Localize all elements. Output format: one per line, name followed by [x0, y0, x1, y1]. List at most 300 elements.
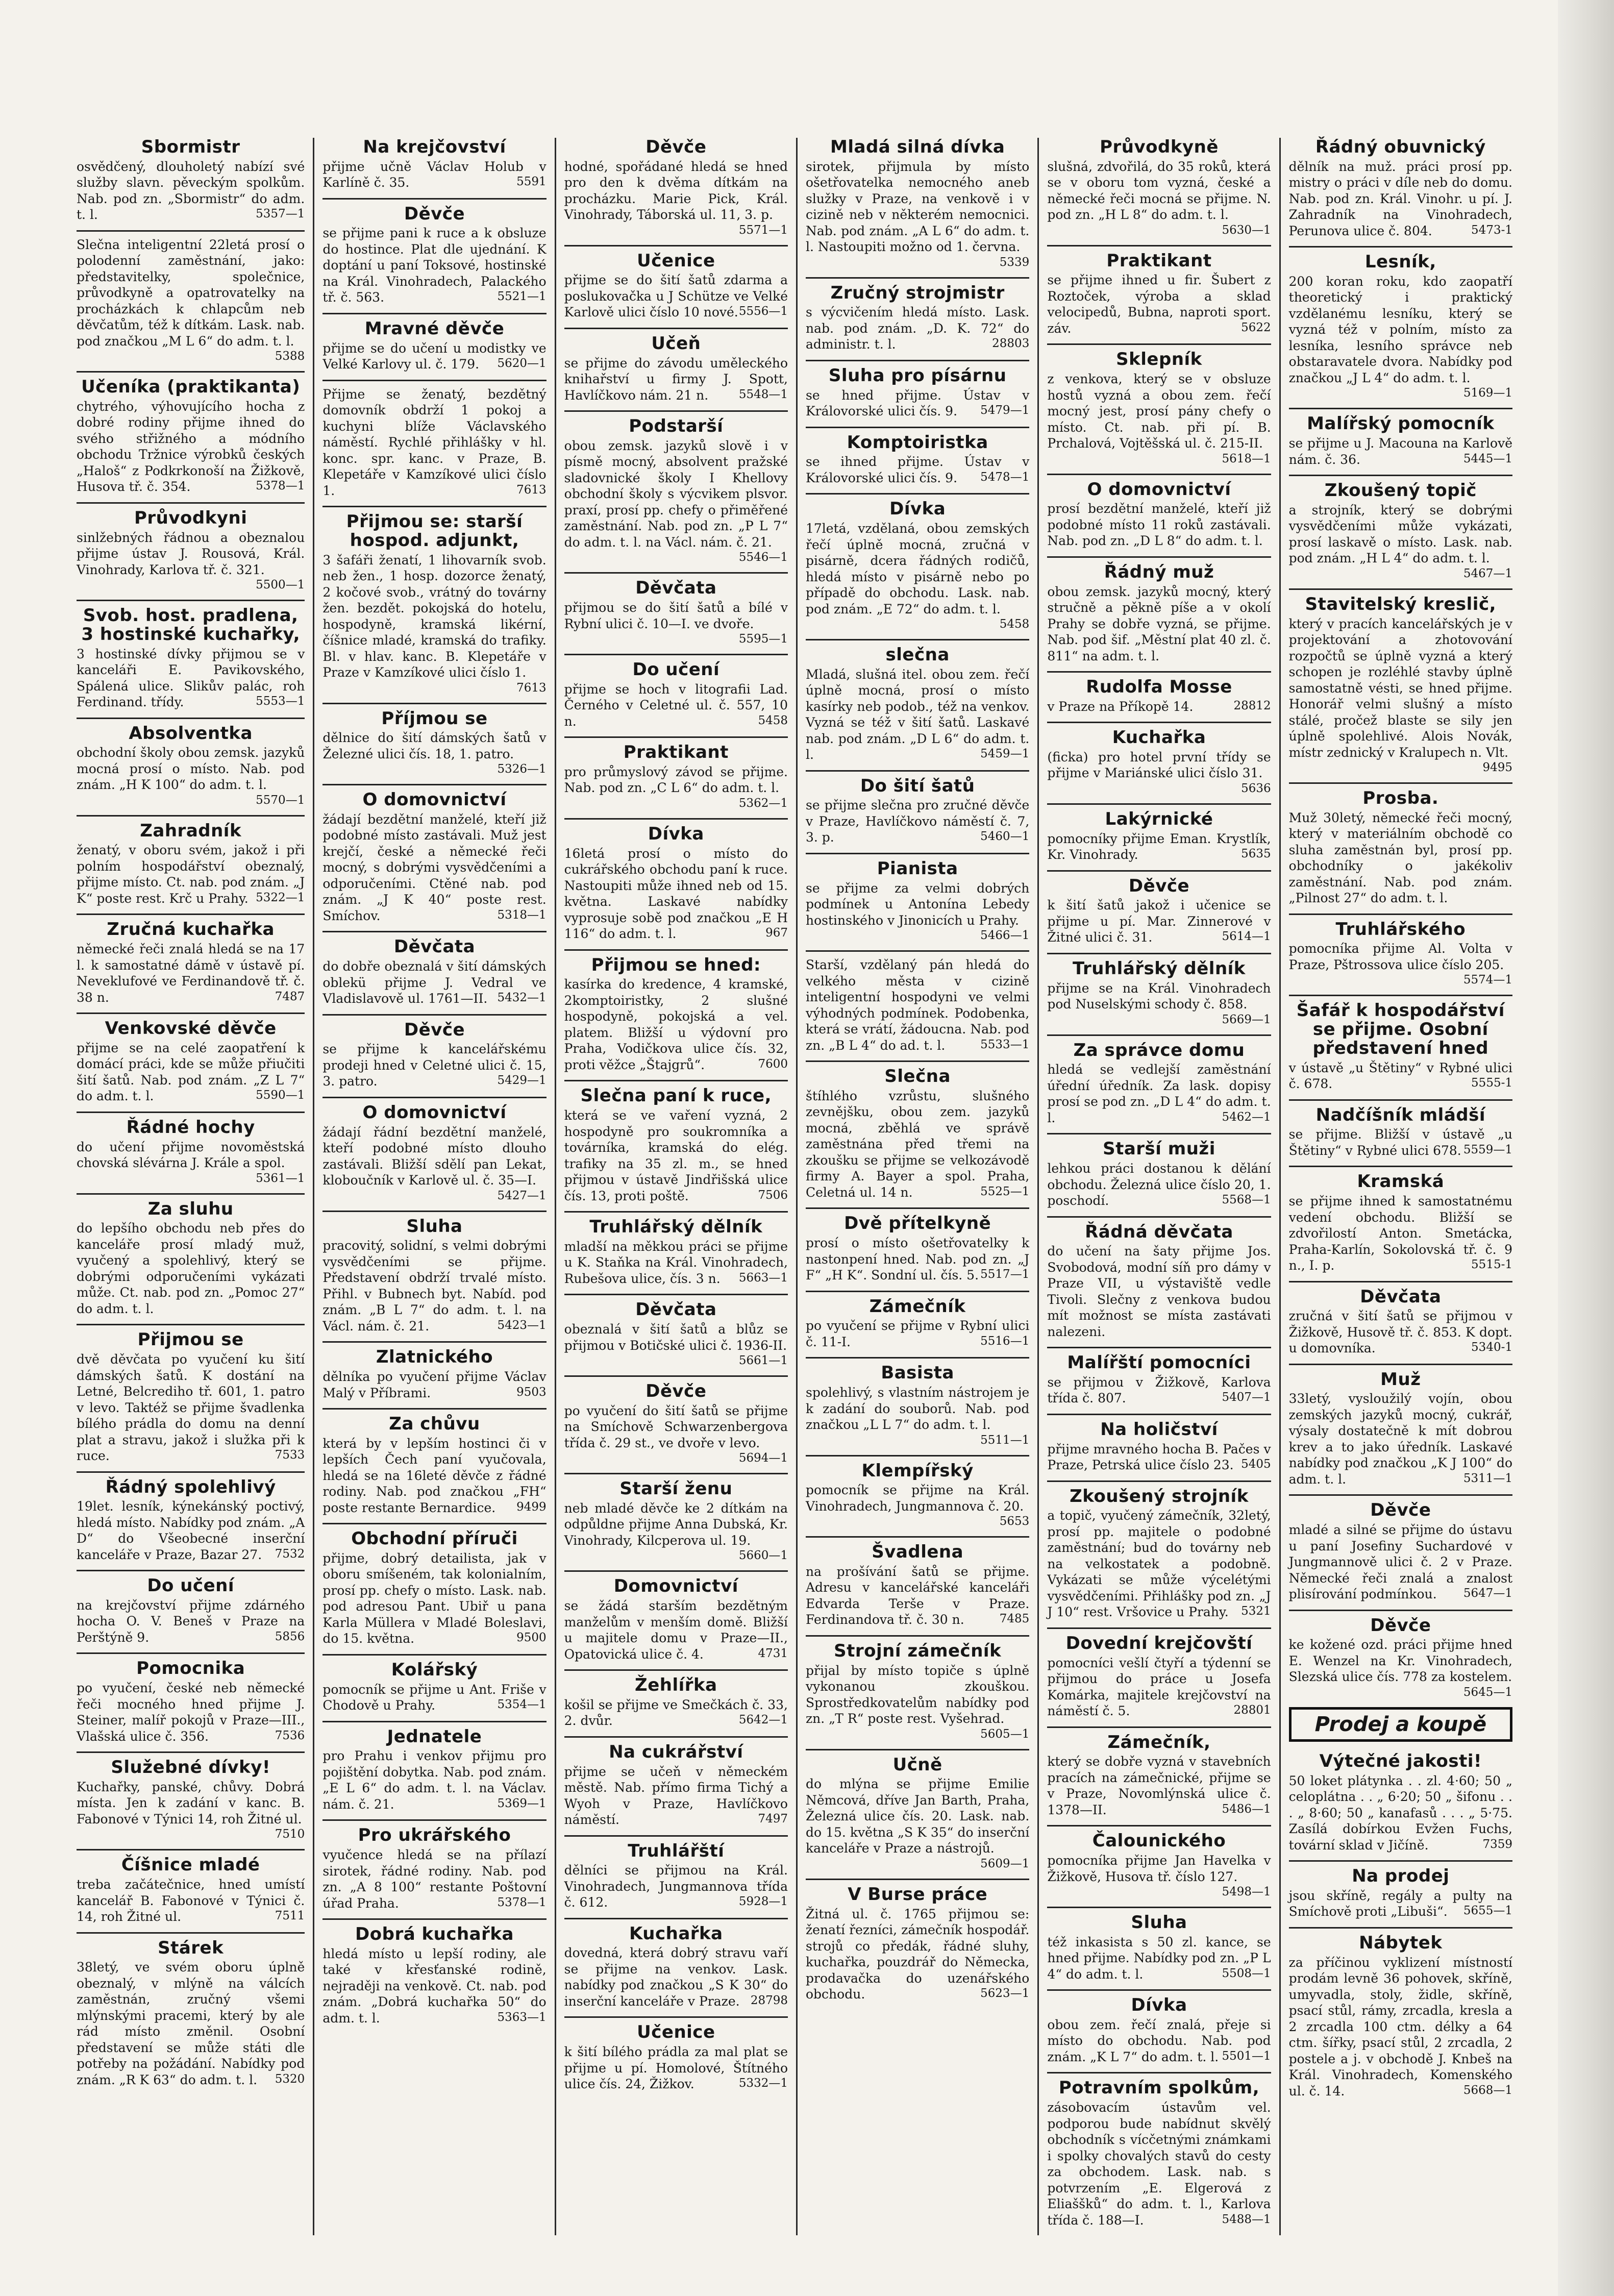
ad-text: 19let. lesník, kýnekánský poctivý, hledá místo. Nabídky pod znám. „A D“ do Všeobecné inserční kanceláře v Praze, Bazar 27. [77, 1499, 305, 1562]
ad-text: do mlýna se přijme Emilie Němcová, dříve Jan Barth, Praha, Železná ulice čís. 20. Lask. nab. do 15. května „S K 35“ do inserční kanceláře v Praze a nástrojů. [806, 1776, 1030, 1856]
ad-body [1047, 272, 1271, 336]
ad-body [806, 1564, 1029, 1628]
ad-text: přijme se hoch v litografii Lad. Černého v Celetné ul. č. 557, 10 n. [564, 681, 788, 729]
ad-reference-number: 5571—1 [738, 223, 788, 237]
ad-title: Děvče [645, 1380, 707, 1401]
ad-body [806, 1776, 1029, 1871]
ad-title: Pro ukrářského [358, 1825, 511, 1846]
ad-text: 3 šafáři ženatí, 1 lihovarník svob. neb žen., 1 hosp. dozorce ženatý, 2 kočové svob., vrátný do továrny žen. bezdět. pokojská do hotelu, hospodyně, kramská likérní, číšnice mladé, kramská do trafiky. Bl. v hlav. kanc. B. Klepetáře v Praze v Kamzíkové ulici číslo 1. [322, 552, 547, 680]
ad-reference-number: 7536 [275, 1729, 305, 1742]
ad-title: Řádné hochy [126, 1117, 255, 1138]
ad-reference-number: 5556—1 [738, 305, 788, 318]
ad-body [564, 1107, 788, 1204]
classified-ad [322, 1819, 546, 1911]
ad-body [564, 438, 788, 565]
ad-reference-number: 5517—1 [980, 1268, 1030, 1281]
ad-body [806, 1318, 1029, 1350]
classified-ad [806, 138, 1029, 270]
ad-text: Přijme se ženatý, bezdětný domovník obdrží 1 pokoj a kuchyni blíže Václavského náměstí. Rychlé přihlášky v hl. konc. spr. kanc. v Praze, B. Klepetáře v Kamzíkové ulici číslo 1. [322, 386, 547, 498]
ad-reference-number: 5332—1 [738, 2077, 788, 2090]
ad-body [322, 1550, 546, 1647]
ad-body [1047, 2017, 1271, 2065]
classified-ad [806, 770, 1029, 846]
ad-reference-number: 5669—1 [1222, 1013, 1271, 1026]
ad-text: štíhlého vzrůstu, slušného zevnějšku, obou zem. jazyků mocná, zběhlá ve správě zaměstnána před třemi na zkoušku se přijme se velkozávodě firmy A. Bayer a spol. Praha, Celetná ul. 14 n. [806, 1088, 1030, 1200]
ad-text: sinlžebných řádnou a obeznalou přijme ústav J. Rousová, Král. Vinohrady, Karlova tř. č. 321. [77, 530, 305, 577]
ad-title: Praktikant [1106, 250, 1212, 271]
ad-reference-number: 5568—1 [1222, 1193, 1271, 1206]
ad-reference-number: 5661—1 [738, 1354, 788, 1367]
ad-title: Klempířský [861, 1460, 974, 1481]
ad-text: mladší na měkkou práci se přijme u K. Staňka na Král. Vinohradech, Rubešova ulice, čís. 3 n. [564, 1239, 788, 1286]
classified-ad [564, 1570, 788, 1662]
ad-text: přijme, dobrý detailista, jak v oboru smíšeném, tak kolonialním, prosí pp. chefy o místo. Lask. nab. pod adresou Pant. Ubiř u pana Karla Müllera v Mladé Boleslavi, do 15. května. [322, 1550, 547, 1646]
ad-title: Dovední krejčovští [1065, 1633, 1253, 1653]
ad-reference-number: 9500 [516, 1631, 547, 1645]
ad-title: Děvčata [635, 1299, 717, 1320]
classified-ad [77, 1112, 305, 1186]
classified-ad [806, 1455, 1029, 1529]
ad-reference-number: 5630—1 [1222, 223, 1271, 237]
ad-title: Učně [892, 1754, 942, 1775]
ad-title: Zkoušený strojník [1070, 1486, 1249, 1507]
ad-body [806, 454, 1029, 486]
classified-ad [564, 1375, 788, 1466]
ad-text: pomocníky přijme Eman. Krystlík, Kr. Vinohrady. [1047, 831, 1271, 862]
ad-body [1289, 1955, 1512, 2100]
ad-body [564, 846, 788, 942]
classified-ad [77, 815, 305, 907]
ad-body [1289, 941, 1512, 987]
classified-ad [806, 1536, 1029, 1628]
ad-text: Starší, vzdělaný pán hledá do velkého města v cizině inteligentní hospodyni ve velmi výhodných podmínek. Podobenka, která se vrátí, žádoucna. Nab. pod zn. „B L 4“ do ad. t. l. [806, 957, 1030, 1053]
classified-ad [77, 1193, 305, 1317]
ad-body [1047, 699, 1271, 715]
ad-body [806, 1482, 1029, 1529]
ad-title: Učeníka (praktikanta) [81, 377, 301, 398]
classified-ad [564, 572, 788, 647]
ad-text: po vyučení, české neb německé řeči mocného hned přijme J. Steiner, malíř pokojů v Praze—III., Vlašská ulice č. 356. [77, 1681, 305, 1744]
ad-title: Žehlířka [635, 1675, 717, 1696]
ad-body [1047, 584, 1271, 664]
classified-ad [806, 853, 1029, 943]
ad-title: Truhlářského [1335, 919, 1466, 940]
ad-reference-number: 5622 [1241, 320, 1271, 334]
ad-body [1047, 1754, 1271, 1818]
ad-reference-number: 5559—1 [1463, 1143, 1512, 1156]
classified-ad [1047, 722, 1271, 796]
ad-text: neb mladé děvče ke 2 dítkám na odpůldne přijme Anna Dubská, Kr. Vinohrady, Kilcperova ul. 19. [564, 1500, 788, 1548]
ad-body [1289, 1522, 1512, 1602]
ad-title: Mladá silná dívka [830, 137, 1005, 157]
ad-body [564, 1500, 788, 1563]
ad-text: a topič, vyučený zámečník, 32letý, prosí pp. majitele o podobné zaměstnání; bud do továrny neb na velkostatek a podobně. Vykázati se může výcelétými vysvědčeními. Přihlášky pod zn. „J J 10“ rest. Vršovice u Prahy. [1047, 1508, 1271, 1620]
classified-ad [1047, 556, 1271, 664]
ad-reference-number: 5508—1 [1222, 1966, 1271, 1980]
classified-ad [1289, 782, 1512, 906]
ad-reference-number: 5574—1 [1463, 973, 1512, 987]
classified-ad [77, 1652, 305, 1744]
ad-text: se přijme ihned k samostatnému vedení obchodu. Bližší se zdvořilostí Anton. Smetácka, Praha-Karlín, Sokolovská tř. č. 9 n., I. p. [1288, 1194, 1512, 1273]
ad-reference-number: 7613 [516, 483, 547, 497]
classified-ad [564, 818, 788, 942]
ad-text: pro Prahu i venkov přijmu pro pojištění dobytka. Nab. pod znám. „E L 6“ do adm. t. l. na Václav. nám. č. 21. [322, 1748, 547, 1812]
ad-title: Starší muži [1103, 1139, 1215, 1159]
ad-reference-number: 5405 [1241, 1458, 1271, 1471]
ad-text: se přijme do závodu uměleckého knihařství u firmy J. Spott, Havlíčkovo nám. 21 n. [564, 355, 788, 403]
ad-reference-number: 5486—1 [1222, 1802, 1271, 1816]
ad-body [806, 304, 1029, 353]
ad-title: Truhlářští [628, 1840, 725, 1861]
ad-reference-number: 5635 [1241, 847, 1271, 861]
ad-title: Příjmou se [381, 708, 488, 729]
ad-title: Mravné děvče [364, 318, 505, 339]
ad-title: Lesník, [1364, 252, 1436, 273]
ad-text: se přijme. Bližší v ústavě „u Štětiny“ v Rybné ulici 678. [1288, 1127, 1512, 1158]
classified-ad [564, 1294, 788, 1368]
ad-reference-number: 5645—1 [1463, 1685, 1512, 1699]
ad-body [77, 1779, 305, 1842]
ad-title: Kolářský [391, 1659, 478, 1680]
ad-title: Jednatele [387, 1726, 482, 1747]
ad-title: Řádný muž [1104, 561, 1214, 582]
ad-body [1047, 749, 1271, 796]
classified-ad [1289, 1752, 1512, 1853]
ad-title: Sluha [1131, 1912, 1187, 1933]
ad-reference-number: 5668—1 [1463, 2083, 1512, 2097]
ad-reference-number: 9495 [1482, 761, 1512, 775]
ad-body [1047, 501, 1271, 549]
ad-body [564, 355, 788, 404]
ad-reference-number: 7359 [1482, 1837, 1512, 1851]
ad-body [1289, 1773, 1512, 1854]
ad-reference-number: 4731 [758, 1646, 788, 1660]
ad-text: 3 hostinské dívky přijmou se v kanceláři E. Pavikovského, Spálená ulice. Slikův palác, roh Ferdinand. třídy. [77, 646, 305, 710]
ad-reference-number: 5501—1 [1222, 2049, 1271, 2063]
ad-body [77, 1680, 305, 1744]
ad-body [77, 237, 305, 364]
classified-ad [806, 1879, 1029, 2003]
ad-reference-number: 5322—1 [256, 891, 305, 904]
ad-text: se přijme pani k ruce a k obsluze do hostince. Plat dle ujednání. K doptání u paní Toksové, hostinské na Král. Vinohradech, Palackého tř. č. 563. [322, 226, 547, 305]
ad-title: Nadčíšník mládší [1315, 1104, 1485, 1125]
ad-text: obou zem. řečí znalá, přeje si místo do obchodu. Nab. pod znám. „K L 7“ do adm. t. l. [1047, 2017, 1271, 2064]
classified-ad [1047, 1825, 1271, 1899]
ad-reference-number: 7533 [275, 1448, 305, 1462]
ad-title: Dívka [648, 823, 704, 844]
ad-text: do lepšího obchodu neb přes do kanceláře prosí mladý muž, vyučený a spolehlivý, který se dobrými odporučeními vykázati může. Ct. nab. pod zn. „Pomoc 27“ do adm. t. l. [77, 1221, 305, 1316]
ad-reference-number: 9499 [516, 1500, 547, 1514]
ad-title: Zručná kuchařka [107, 919, 275, 940]
ad-body [77, 1877, 305, 1925]
ad-reference-number: 5614—1 [1222, 930, 1271, 944]
classified-ad [322, 931, 546, 1006]
ad-title: Za správce domu [1073, 1040, 1245, 1060]
classified-ad [322, 380, 546, 499]
ad-title: Děvče [404, 203, 465, 224]
ad-body [564, 1764, 788, 1828]
ad-body [806, 880, 1029, 943]
classified-ad [1289, 475, 1512, 581]
ad-body [806, 797, 1029, 846]
ad-body [564, 976, 788, 1073]
ad-text: slušná, zdvořilá, do 35 roků, která se v oboru tom vyzná, české a německé řeči mocná se přijme. N. pod zn. „H L 8“ do adm. t. l. [1047, 159, 1271, 223]
ad-body [1289, 1637, 1512, 1699]
ad-body [322, 386, 546, 499]
ad-reference-number: 5388 [275, 350, 305, 363]
ad-reference-number: 7487 [275, 990, 305, 1003]
classified-ad [564, 1211, 788, 1287]
ad-text: s výcvičením hledá místo. Lask. nab. pod znám. „D. K. 72“ do administr. t. l. [806, 305, 1030, 352]
ad-text: pro průmyslový závod se přijme. Nab. pod zn. „C L 6“ do adm. t. l. [564, 764, 788, 796]
ad-text: treba začátečnice, hned umístí kancelář B. Fabonové v Týnici č. 14, roh Žitné ul. [77, 1877, 305, 1924]
ad-reference-number: 5620—1 [497, 357, 547, 371]
ad-body [1047, 1374, 1271, 1406]
ad-title: Šafář k hospodářství se přijme. Osobní představení hned [1296, 1000, 1505, 1058]
ad-body [322, 1682, 546, 1714]
ad-title: Sluha [406, 1216, 463, 1237]
ad-reference-number: 5525—1 [980, 1184, 1030, 1198]
ad-reference-number: 5467—1 [1463, 566, 1512, 580]
ad-reference-number: 5636 [1241, 781, 1271, 795]
ad-reference-number: 5169—1 [1463, 386, 1512, 400]
classified-ad [1289, 1927, 1512, 2099]
ad-text: 50 loket plátynka . . zl. 4·60; 50 „ celoplátna . . „ 6·20; 50 „ šifonu . . . „ 8·60; 50 „ kanafasů . . . „ 5·75. Zasílá dobírkou Evžen Fuchs, tovární sklad v Jičíně. [1288, 1773, 1512, 1853]
ad-text: v Praze na Příkopě 14. [1047, 699, 1194, 714]
ad-text: se přijme za velmi dobrých podmínek u Antonína Lebedy hostinského v Jinonicích u Prahy. [806, 880, 1030, 928]
ad-body [77, 159, 305, 223]
ad-reference-number: 5458 [758, 713, 788, 727]
ad-title: Dívka [889, 499, 946, 520]
ad-text: přijme se do učení u modistky ve Velké Karlovy ul. č. 179. [322, 340, 547, 372]
classified-ad [322, 198, 546, 306]
classified-ad [564, 245, 788, 320]
ad-title: Služebné dívky! [111, 1757, 270, 1778]
ad-title: Slečna [884, 1066, 951, 1087]
classified-ad [564, 1918, 788, 2010]
ad-reference-number: 5429—1 [497, 1074, 547, 1088]
ad-body [1047, 159, 1271, 238]
ad-body [806, 666, 1029, 763]
section-heading: Prodej a koupě [1289, 1707, 1512, 1742]
ad-text: přijme se na Král. Vinohradech pod Nuselskými schody č. 858. [1047, 980, 1271, 1012]
classified-ad [1289, 1364, 1512, 1488]
ad-reference-number: 5459—1 [980, 747, 1030, 761]
ad-title: Řádná děvčata [1085, 1221, 1233, 1242]
ad-body [322, 1041, 546, 1090]
classified-ad [1047, 2072, 1271, 2228]
ad-text: který v pracích kancelářských je v projektování a zhotovování rozpočtů se úplně vyzná a který schopen je rozléhlé stavby úplně samostatně vésti, se hned přijme. Honorář velmi slušný a místo stálé, pročež blaste se sily jen úplně spolehlivé. Alois Novák, místr zednický v Kralupech n. Vlt. [1288, 616, 1512, 760]
ad-text: se přijme ihned u fir. Šubert z Roztoček, výroba a sklad velocipedů, Bubna, naproti sport. záv. [1047, 273, 1271, 336]
ad-body [322, 730, 546, 777]
ad-reference-number: 967 [765, 926, 788, 940]
ad-reference-number: 5311—1 [1463, 1471, 1512, 1485]
ad-title: Absolventka [129, 723, 253, 744]
classified-ad [564, 1736, 788, 1828]
ad-body [1289, 1193, 1512, 1274]
ad-text: pomocník se přijme na Král. Vinohradech, Jungmannova č. 20. [806, 1483, 1030, 1514]
ad-title: Za sluhu [147, 1198, 234, 1219]
classified-ad [77, 1570, 305, 1645]
ad-body [322, 1847, 546, 1911]
ad-title: Rudolfa Mosse [1086, 677, 1232, 698]
classified-ad [77, 914, 305, 1005]
ad-body [1047, 1508, 1271, 1620]
ad-text: přijmou se do šití šatů a bílé v Rybní ulici č. 10—I. ve dvoře. [564, 600, 788, 631]
ad-title: Zámečník [869, 1296, 966, 1317]
ad-title: Dívka [1131, 1995, 1187, 2016]
ad-body [1289, 616, 1512, 775]
ad-body [806, 521, 1029, 632]
classified-ad [1289, 914, 1512, 988]
ad-title: Učenice [637, 250, 715, 271]
ad-title: Kramská [1357, 1171, 1445, 1192]
ad-reference-number: 5320 [275, 2072, 305, 2086]
ad-title: Zručný strojmistr [830, 282, 1005, 303]
classified-ad [77, 502, 305, 592]
ad-title: Nábytek [1359, 1932, 1443, 1953]
classified-ad [806, 1635, 1029, 1742]
classified-ad [322, 1014, 546, 1090]
ad-title: Venkovské děvče [105, 1018, 277, 1039]
ad-text: 38letý, ve svém oboru úplně obeznalý, v mlýně na válcích zaměstnán, zručný všemi mlýnskými pracemi, který by ale rád místo změnil. Osobní představení se může státi dle potřeby na požádání. Nabídky pod znám. „R K 63“ do adm. t. l. [77, 1960, 305, 2087]
ad-body [322, 1748, 546, 1812]
ad-body [322, 1369, 546, 1401]
ad-reference-number: 9503 [516, 1385, 547, 1399]
ad-reference-number: 5570—1 [256, 793, 305, 807]
ad-body [806, 159, 1029, 270]
ad-body [564, 1239, 788, 1287]
ad-text: se hned přijme. Ústav v Královorské ulici čís. 9. [806, 387, 1030, 419]
ad-body [322, 552, 546, 696]
ad-reference-number: 5321 [1241, 1604, 1271, 1618]
classified-ad [564, 949, 788, 1073]
ad-title: Číšnice mladé [121, 1855, 260, 1875]
ad-title: Starší ženu [619, 1478, 733, 1499]
ad-body [806, 1235, 1029, 1283]
ad-body [77, 1351, 305, 1464]
ad-reference-number: 7532 [275, 1547, 305, 1561]
classified-column [796, 138, 1037, 2235]
classified-ad [806, 1357, 1029, 1447]
ad-reference-number: 5553—1 [256, 695, 305, 708]
classified-ad [77, 1751, 305, 1842]
classified-ad [322, 1341, 546, 1401]
classified-ad [806, 360, 1029, 419]
ad-reference-number: 28812 [1233, 699, 1271, 712]
ad-title: Zámečník, [1107, 1732, 1211, 1752]
ad-body [1047, 1061, 1271, 1126]
classified-ad [77, 371, 305, 495]
classified-ad [564, 1835, 788, 1911]
ad-reference-number: 5357—1 [256, 207, 305, 221]
ad-body [564, 1321, 788, 1368]
ad-text: Mladá, slušná itel. obou zem. řečí úplně mocná, prosí o místo kasírky neb podob., též na venkov. Vyzná se též v šití šatů. Laskavé nab. pod znám. „D L 6“ do adm. t. l. [806, 666, 1030, 762]
ad-body [77, 530, 305, 592]
ad-text: zručná v šití šatů se přijmou v Žižkově, Husově tř. č. 853. K dopt. u domovníka. [1288, 1309, 1512, 1356]
ad-body [77, 1139, 305, 1186]
ad-text: do učení přijme novoměstská chovská slévárna J. Krále a spol. [77, 1139, 305, 1171]
classified-ad [1289, 1860, 1512, 1920]
ad-title: Pomocnika [136, 1658, 245, 1679]
ad-reference-number: 5595—1 [738, 632, 788, 646]
ad-body [564, 1403, 788, 1466]
ad-body [564, 1862, 788, 1911]
ad-text: po vyučení do šití šatů se přijme na Smíchově Schwarzenbergova třída č. 29 st., ve dvoře v levo. [564, 1403, 788, 1450]
ad-text: pomocníci vešlí čtyří a týdenní se přijmou do práce u Josefa Komárka, majitele krejčovství na náměstí č. 5. [1047, 1655, 1271, 1719]
ad-body [77, 1040, 305, 1104]
ad-title: Přijmou se hned: [591, 954, 761, 975]
ad-title: Zkoušený topič [1324, 480, 1477, 501]
classified-ad [806, 1060, 1029, 1200]
ad-reference-number: 5318—1 [497, 908, 547, 922]
ad-reference-number: 5466—1 [980, 929, 1030, 943]
ad-body [1289, 274, 1512, 401]
ad-body [322, 340, 546, 373]
ad-text: a strojník, který se dobrými vysvědčeními může vykázati, prosí laskavě o místo. Lask. nab. pod znám. „H L 4“ do adm. t. l. [1288, 502, 1512, 566]
ad-text: se přijmou v Žižkově, Karlova třída č. 807. [1047, 1374, 1271, 1406]
ad-title: Kuchařka [1112, 727, 1206, 748]
ad-title: Děvče [1370, 1500, 1431, 1521]
ad-text: z venkova, který se v obsluze hostů vyzná a obou zem. řečí mocný jest, prosí pány chefy o místo. Ct. nab. při pí. B. Prchalová, Vojtěšská ul. č. 215-II. [1047, 372, 1271, 451]
ad-title: Na prodej [1352, 1866, 1450, 1887]
ad-reference-number: 5655—1 [1463, 1904, 1512, 1918]
classified-ad [1047, 870, 1271, 946]
ad-body [1289, 435, 1512, 467]
ad-body [1289, 1888, 1512, 1920]
ad-text: přijal by místo topiče s úplně vykonanou zkouškou. Sprostředkovatelům nabídky pod zn. „T R“ poste rest. Vyšehrad. [806, 1663, 1030, 1726]
classified-ad [1047, 1726, 1271, 1818]
classified-ad [77, 1932, 305, 2088]
ad-reference-number: 5928—1 [738, 1895, 788, 1909]
ad-title: Do učení [147, 1575, 235, 1596]
ad-body [77, 1959, 305, 2088]
classified-ad [322, 1523, 546, 1647]
classified-ad [1289, 138, 1512, 239]
classified-ad [77, 138, 305, 223]
ad-text: se přijme k kancelářskému prodeji hned v Celetné ulici č. 15, 3. patro. [322, 1042, 547, 1089]
classified-ad [322, 1211, 546, 1335]
ad-text: se ihned přijme. Ústav v Královorské ulici čís. 9. [806, 454, 1030, 485]
classified-ad [77, 1849, 305, 1924]
ad-title: Obchodní příruči [351, 1528, 518, 1549]
ad-reference-number: 5618—1 [1222, 452, 1271, 465]
ad-text: se žádá starším bezdětným manželům v menším domě. Bližší u majitele domu v Praze—II., Opatovická ulice č. 4. [564, 1598, 788, 1662]
classified-ad [564, 2016, 788, 2092]
ad-text: hledá se vedlejší zaměstnání úřední úředník. Za lask. dopisy prosí se pod zn. „D L 4“ do adm. t. l. [1047, 1062, 1271, 1125]
classified-ad [1047, 671, 1271, 714]
ad-title: Děvče [1128, 875, 1190, 896]
ad-title: Do učení [632, 659, 720, 680]
ad-title: Děvče [404, 1019, 465, 1040]
ad-text: mladé a silné se přijme do ústavu u paní Josefiny Suchardové v Jungmannově ulici č. 2 v Praze. Německé řeči znalá a znalost plisírování podmínkou. [1288, 1522, 1512, 1602]
classified-ad [806, 950, 1029, 1053]
ad-reference-number: 5460—1 [980, 830, 1030, 844]
ad-title: slečna [885, 645, 950, 665]
ad-title: Podstarší [629, 416, 724, 437]
ad-title: Komptoiristka [847, 432, 988, 453]
ad-title: Truhlářský dělník [1073, 958, 1246, 979]
ad-text: přijme učně Václav Holub v Karlíně č. 35. [322, 159, 547, 190]
ad-text: lehkou práci dostanou k dělání obchodu. Železná ulice číslo 20, 1. poschodí. [1047, 1161, 1271, 1208]
ad-body [322, 1436, 546, 1516]
ad-text: též inkasista s 50 zl. kance, se hned přijme. Nabídky pod zn. „P L 4“ do adm. t. l. [1047, 1934, 1271, 1982]
ad-reference-number: 5856 [275, 1630, 305, 1643]
ad-title: Řádný spolehlivý [105, 1476, 276, 1497]
ad-text: 16letá prosí o místo do cukrářského obchodu paní k ruce. Nastoupiti může ihned neb od 15. května. Laskavé nabídky vyprosuje sobě pod značkou „E H 116“ do adm. t. l. [564, 846, 788, 942]
ad-text: vyučence hledá se na přílazí sirotek, řádné rodiny. Nab. pod zn. „A 8 100“ restante Poštovní úřad Praha. [322, 1847, 547, 1911]
ad-text: spolehlivý, s vlastním nástrojem je k zadání do souborů. Nab. pod značkou „L L 7“ do adm. t. l. [806, 1385, 1030, 1433]
